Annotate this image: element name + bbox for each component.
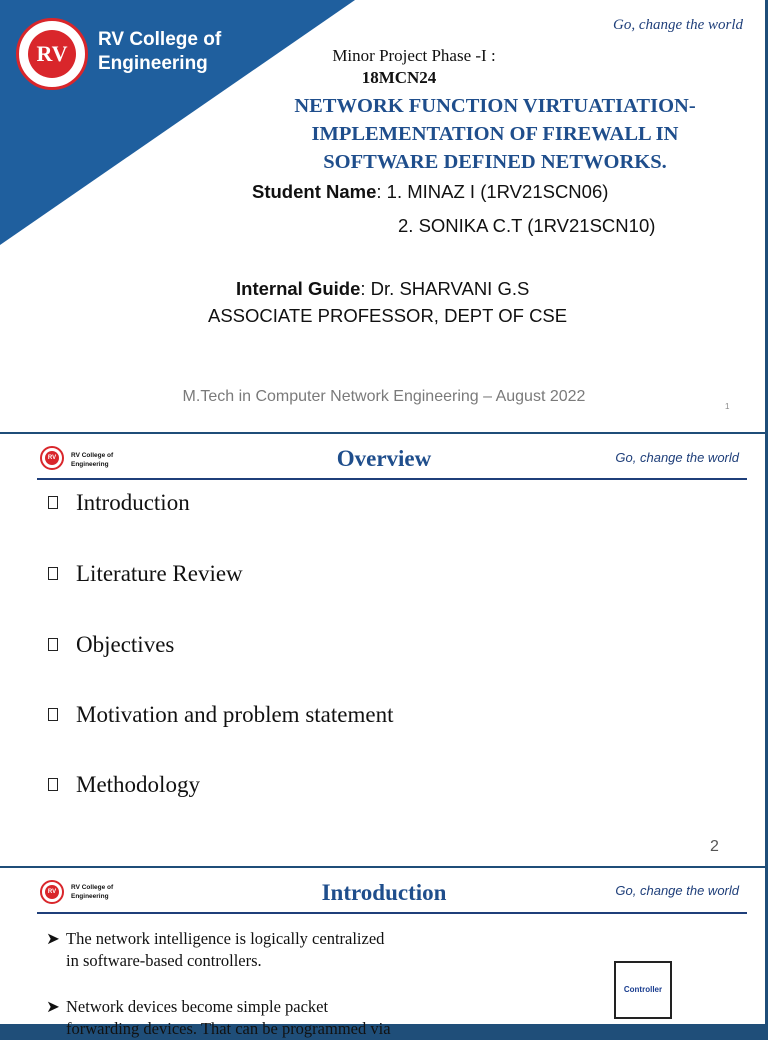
- slide-2: [0, 434, 768, 866]
- overview-item: [48, 702, 393, 728]
- overview-item-label: Introduction: [76, 490, 190, 515]
- arrow-bullet-icon: ➤: [46, 997, 60, 1016]
- overview-item: [48, 632, 174, 658]
- bullet-box-icon: [48, 778, 58, 791]
- slide-number: 1: [725, 402, 730, 411]
- college-name-line2: Engineering: [98, 53, 208, 74]
- tagline: Go, change the world: [613, 17, 743, 33]
- guide-name: : Dr. SHARVANI G.S: [360, 278, 530, 299]
- slide-footer: M.Tech in Computer Network Engineering – August 2022: [182, 388, 586, 405]
- internal-guide: [236, 278, 529, 300]
- bullet-text: Network devices become simple packet: [66, 997, 329, 1016]
- logo-text: RV: [45, 885, 59, 899]
- college-name-line1: RV College of: [98, 29, 222, 50]
- slide-title: Introduction: [321, 880, 447, 905]
- student-1: : 1. MINAZ I (1RV21SCN06): [376, 181, 609, 202]
- bullet-text-continued: forwarding devices. That can be programmed via: [66, 1019, 391, 1038]
- bullet-box-icon: [48, 567, 58, 580]
- tagline: Go, change the world: [615, 450, 739, 465]
- slide-title: Overview: [336, 446, 432, 471]
- bullet-text: The network intelligence is logically centralized: [66, 929, 385, 948]
- overview-item: [48, 561, 243, 587]
- slide-number: 2: [710, 838, 719, 855]
- course-code: 18MCN24: [361, 68, 437, 87]
- arrow-bullet-icon: ➤: [46, 929, 60, 948]
- bullet-box-icon: [48, 638, 58, 651]
- slide-1: [0, 0, 768, 432]
- overview-item: [48, 490, 190, 516]
- student-label: Student Name: [252, 181, 377, 202]
- project-phase: Minor Project Phase -I :: [332, 46, 496, 65]
- guide-designation: ASSOCIATE PROFESSOR, DEPT OF CSE: [208, 305, 568, 326]
- bullet-box-icon: [48, 496, 58, 509]
- guide-label: Internal Guide: [236, 278, 361, 299]
- tagline: Go, change the world: [615, 883, 739, 898]
- header-divider: [37, 912, 747, 914]
- project-title: [260, 92, 730, 176]
- college-name-line1: RV College of: [71, 452, 114, 459]
- logo-text: RV: [28, 30, 76, 78]
- project-title-line: IMPLEMENTATION OF FIREWALL IN: [311, 123, 679, 145]
- college-name-line2: Engineering: [71, 461, 109, 468]
- bullet-text-continued: in software-based controllers.: [66, 951, 262, 970]
- overview-item-label: Objectives: [76, 632, 175, 657]
- college-name-line2: Engineering: [71, 893, 109, 900]
- overview-item: [48, 772, 200, 798]
- controller-diagram-box: Controller: [614, 961, 672, 1019]
- overview-item-label: Motivation and problem statement: [76, 702, 394, 727]
- slide-3: [0, 868, 768, 1038]
- overview-item-label: Literature Review: [76, 561, 243, 586]
- bullet-item: [46, 928, 384, 972]
- logo-text: RV: [45, 451, 59, 465]
- overview-item-label: Methodology: [76, 772, 200, 797]
- bullet-item: [46, 996, 391, 1040]
- college-name-line1: RV College of: [71, 884, 114, 891]
- student-2: 2. SONIKA C.T (1RV21SCN10): [398, 215, 656, 236]
- student-names: [252, 181, 608, 203]
- project-title-line: SOFTWARE DEFINED NETWORKS.: [323, 151, 667, 173]
- project-title-line: NETWORK FUNCTION VIRTUATIATION-: [294, 95, 696, 117]
- header-divider: [37, 478, 747, 480]
- bullet-box-icon: [48, 708, 58, 721]
